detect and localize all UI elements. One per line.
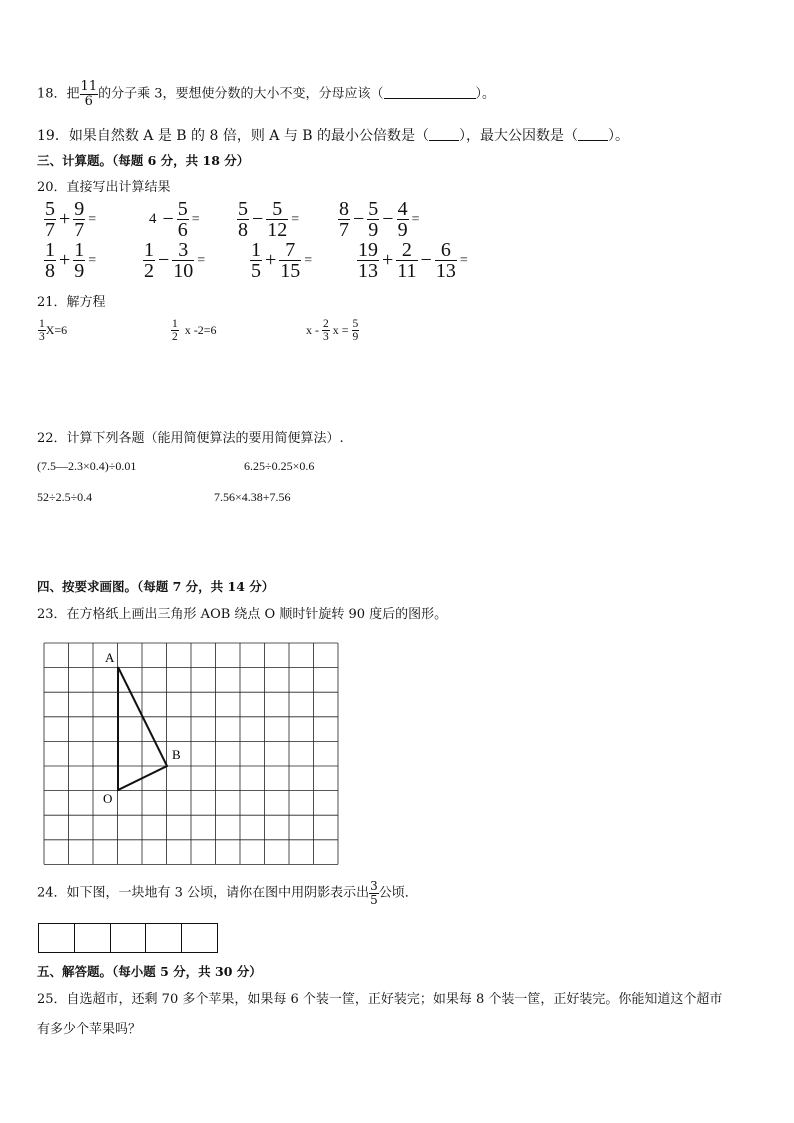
land-cell[interactable] [75, 924, 111, 952]
point-b-label: B [172, 747, 181, 762]
point-o-label: O [103, 791, 113, 806]
q19-text: 19．如果自然数 A 是 B 的 8 倍，则 A 与 B 的最小公倍数是（ [37, 128, 430, 144]
q20-expr-4: $\frac{8}{7}$ − $\frac{5}{9}$ − $\frac{4}{9}$ = [339, 198, 420, 241]
q18-prefix: 18．把 [37, 86, 80, 102]
land-cell[interactable] [39, 924, 75, 952]
q22-item-4: 7.56×4.38+7.56 [214, 490, 291, 504]
q20-expr-1: $\frac{5}{7}$ + $\frac{9}{7}$ = [45, 198, 97, 241]
q20-expr-3: $\frac{5}{8}$ − $\frac{5}{12}$ = [238, 198, 300, 241]
q20-expr-8: $\frac{19}{13}$ + $\frac{2}{11}$ − $\frac{6}{13}$ = [358, 239, 468, 282]
q19-gcd-blank[interactable] [578, 128, 608, 141]
question-24: 24．如下图，一块地有 3 公顷，请你在图中用阴影表示出 $\frac{3}{5}$ 公顷． [37, 879, 418, 907]
land-cell[interactable] [182, 924, 217, 952]
question-20-title: 20．直接写出计算结果 [37, 180, 171, 195]
q22-item-3: 52÷2.5÷0.4 [37, 490, 93, 504]
section-4-title: 四、按要求画图。（每题 7 分，共 14 分） [37, 579, 275, 594]
q20-expr-2: 4 − $\frac{5}{6}$ = [149, 198, 200, 241]
q20-expr-6: $\frac{1}{2}$ − $\frac{3}{10}$ = [144, 239, 206, 282]
q18-text: 的分子乘 3，要想使分数的大小不变，分母应该（ [98, 86, 384, 102]
point-a-label: A [105, 650, 115, 665]
question-25-line-1: 25．自选超市，还剩 70 多个苹果，如果每 6 个装一筐，正好装完；如果每 8 个装一筐，正好装完。你能知道这个超市 [37, 992, 723, 1007]
q21-equation-1: $\frac{1}{3}$ X=6 [39, 318, 68, 344]
q24-text: 24．如下图，一块地有 3 公顷，请你在图中用阴影表示出 [37, 885, 370, 901]
q19-lcm-blank[interactable] [429, 128, 459, 141]
question-22-title: 22．计算下列各题（能用简便算法的要用简便算法）. [37, 431, 344, 446]
q21-equation-3: x - $\frac{2}{3}$ x = $\frac{5}{9}$ [306, 318, 359, 344]
q18-answer-blank[interactable] [384, 86, 476, 99]
grid-paper[interactable] [43, 642, 341, 865]
section-5-title: 五、解答题。（每小题 5 分，共 30 分） [37, 964, 262, 979]
question-18: 18．把 $\frac{11}{6}$ 的分子乘 3，要想使分数的大小不变，分母应该（ ）。 [37, 79, 496, 109]
q22-item-2: 6.25÷0.25×0.6 [244, 459, 315, 473]
question-23-title: 23．在方格纸上画出三角形 AOB 绕点 O 顺时针旋转 90 度后的图形。 [37, 607, 448, 622]
q22-item-1: (7.5—2.3×0.4)÷0.01 [37, 459, 137, 473]
grid-lines [44, 643, 338, 864]
question-19: 19．如果自然数 A 是 B 的 8 倍，则 A 与 B 的最小公倍数是（ ），最大公因数是（ ）。 [37, 128, 630, 144]
triangle-aob [118, 667, 167, 790]
q20-expr-7: $\frac{1}{5}$ + $\frac{7}{15}$ = [251, 239, 313, 282]
q21-equation-2: $\frac{1}{2}$ x -2=6 [172, 318, 217, 344]
land-cell[interactable] [111, 924, 147, 952]
section-3-title: 三、计算题。（每题 6 分，共 18 分） [37, 153, 250, 168]
q24-fraction: $\frac{3}{5}$ [370, 879, 378, 907]
land-strip [38, 923, 218, 953]
q20-expr-5: $\frac{1}{8}$ + $\frac{1}{9}$ = [45, 239, 97, 282]
q18-fraction: $\frac{11}{6}$ [80, 79, 98, 109]
question-21-title: 21．解方程 [37, 295, 106, 310]
question-25-line-2: 有多少个苹果吗？ [37, 1022, 142, 1037]
land-cell[interactable] [146, 924, 182, 952]
